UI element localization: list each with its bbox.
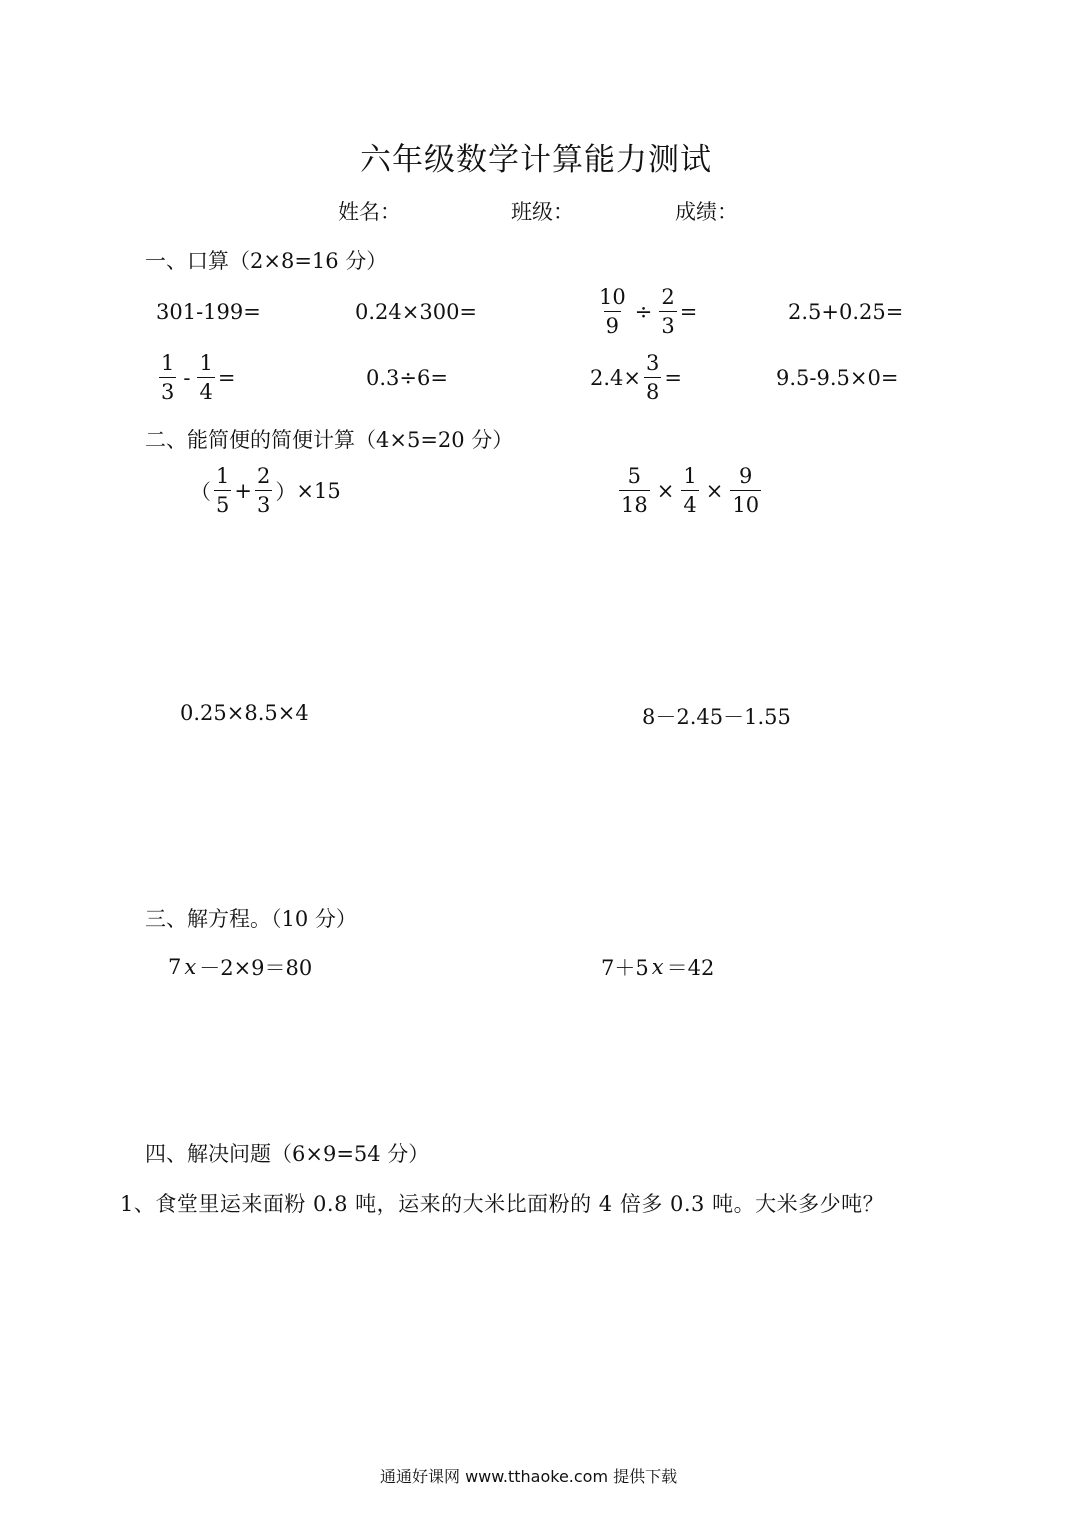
fraction: $\frac{9}{10}$ [732,464,760,517]
fraction: $\frac{3}{8}$ [646,351,660,404]
simplify-q1: （ $\frac{1}{5}$ + $\frac{2}{3}$ ） ×15 [190,464,341,517]
name-label: 姓名： [338,200,401,224]
simplify-q4: 8－2.45－1.55 [642,705,791,729]
fraction: $\frac{1}{4}$ [199,351,213,404]
simplify-q3: 0.25×8.5×4 [180,701,309,725]
section-4-heading: 四、解决问题（6×9=54 分） [145,1142,430,1166]
oral-q2: 0.24×300= [355,300,478,324]
section-2-heading: 二、能简便的简便计算（4×5=20 分） [145,428,514,452]
equation-q1: 7 x －2×9＝80 [168,955,313,980]
page-title: 六年级数学计算能力测试 [360,142,712,178]
equation-q2: 7＋5 x ＝42 [601,955,715,980]
oral-q1: 301-199= [156,300,261,324]
fraction: $\frac{5}{18}$ [621,464,648,517]
score-label: 成绩： [675,200,738,224]
fraction: $\frac{1}{4}$ [683,464,697,517]
fraction: $\frac{1}{3}$ [161,351,175,404]
fraction: $\frac{10}{9}$ [599,285,626,338]
word-problem-1: 1、食堂里运来面粉 0.8 吨，运来的大米比面粉的 4 倍多 0.3 吨。大米多少吨？ [120,1192,885,1216]
oral-q6: 0.3÷6= [366,366,448,390]
oral-q8: 9.5-9.5×0= [776,366,899,390]
fraction: $\frac{2}{3}$ [661,285,675,338]
section-3-heading: 三、解方程。（10 分） [145,907,357,931]
fraction: $\frac{1}{5}$ [216,464,230,517]
footer-text: 通通好课网 www.tthaoke.com 提供下载 [380,1467,678,1486]
fraction: $\frac{2}{3}$ [256,464,271,517]
oral-q5: $\frac{1}{3}$ - $\frac{1}{4}$ = [161,351,236,404]
oral-q4: 2.5+0.25= [788,300,904,324]
oral-q3: $\frac{10}{9}$ ÷ $\frac{2}{3}$ = [599,285,698,338]
class-label: 班级： [511,200,574,224]
oral-q7: 2.4× $\frac{3}{8}$ = [590,351,682,404]
section-1-heading: 一、口算（2×8=16 分） [145,249,388,273]
simplify-q2: $\frac{5}{18}$ × $\frac{1}{4}$ × $\frac{9}{10}$ [621,464,760,517]
